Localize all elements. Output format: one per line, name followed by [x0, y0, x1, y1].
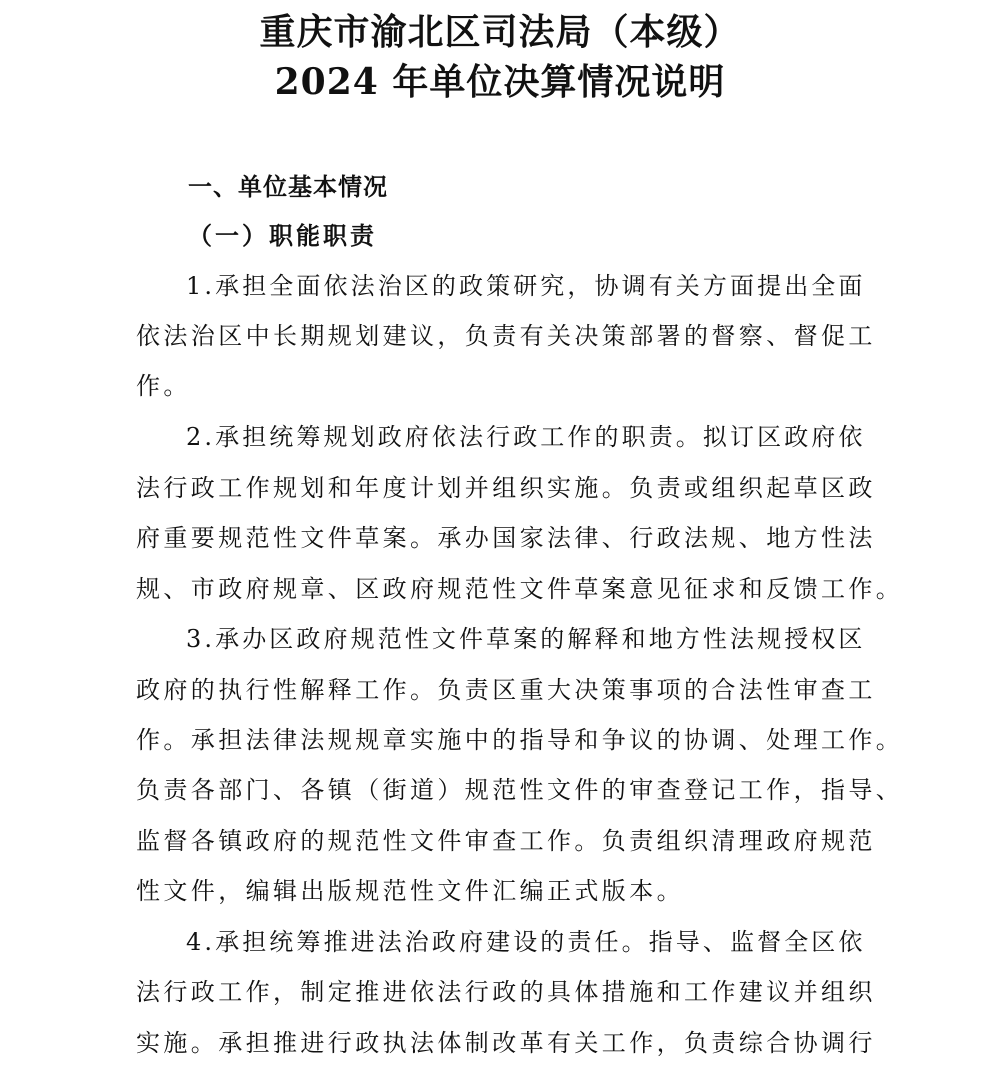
- document-title-line-2: 2024 年单位决算情况说明: [274, 61, 726, 103]
- section-heading: 一、单位基本情况: [188, 172, 388, 201]
- paragraph-2-line-4: 规、市政府规章、区政府规范性文件草案意见征求和反馈工作。: [136, 575, 904, 603]
- paragraph-3-line-3: 作。承担法律法规规章实施中的指导和争议的协调、处理工作。: [136, 726, 904, 754]
- paragraph-4-line-3: 实施。承担推进行政执法体制改革有关工作，负责综合协调行: [136, 1029, 876, 1057]
- paragraph-4-line-2: 法行政工作，制定推进依法行政的具体措施和工作建议并组织: [136, 978, 876, 1006]
- paragraph-2-line-3: 府重要规范性文件草案。承办国家法律、行政法规、地方性法: [136, 524, 876, 552]
- paragraph-3-line-5: 监督各镇政府的规范性文件审查工作。负责组织清理政府规范: [136, 827, 876, 855]
- paragraph-1-line-3: 作。: [136, 372, 191, 400]
- paragraph-2-line-2: 法行政工作规划和年度计划并组织实施。负责或组织起草区政: [136, 474, 876, 502]
- subsection-heading: （一）职能职责: [188, 221, 377, 250]
- paragraph-3-line-2: 政府的执行性解释工作。负责区重大决策事项的合法性审查工: [136, 676, 876, 704]
- paragraph-2-line-1: 2.承担统筹规划政府依法行政工作的职责。拟订区政府依: [186, 423, 866, 451]
- paragraph-3-line-1: 3.承办区政府规范性文件草案的解释和地方性法规授权区: [186, 625, 866, 653]
- paragraph-4-line-1: 4.承担统筹推进法治政府建设的责任。指导、监督全区依: [186, 928, 866, 956]
- paragraph-1-line-1: 1.承担全面依法治区的政策研究，协调有关方面提出全面: [186, 272, 866, 300]
- paragraph-1-line-2: 依法治区中长期规划建议，负责有关决策部署的督察、督促工: [136, 322, 876, 350]
- document-title-line-1: 重庆市渝北区司法局（本级）: [259, 11, 741, 53]
- paragraph-3-line-4: 负责各部门、各镇（街道）规范性文件的审查登记工作，指导、: [136, 776, 904, 804]
- paragraph-3-line-6: 性文件，编辑出版规范性文件汇编正式版本。: [136, 877, 684, 905]
